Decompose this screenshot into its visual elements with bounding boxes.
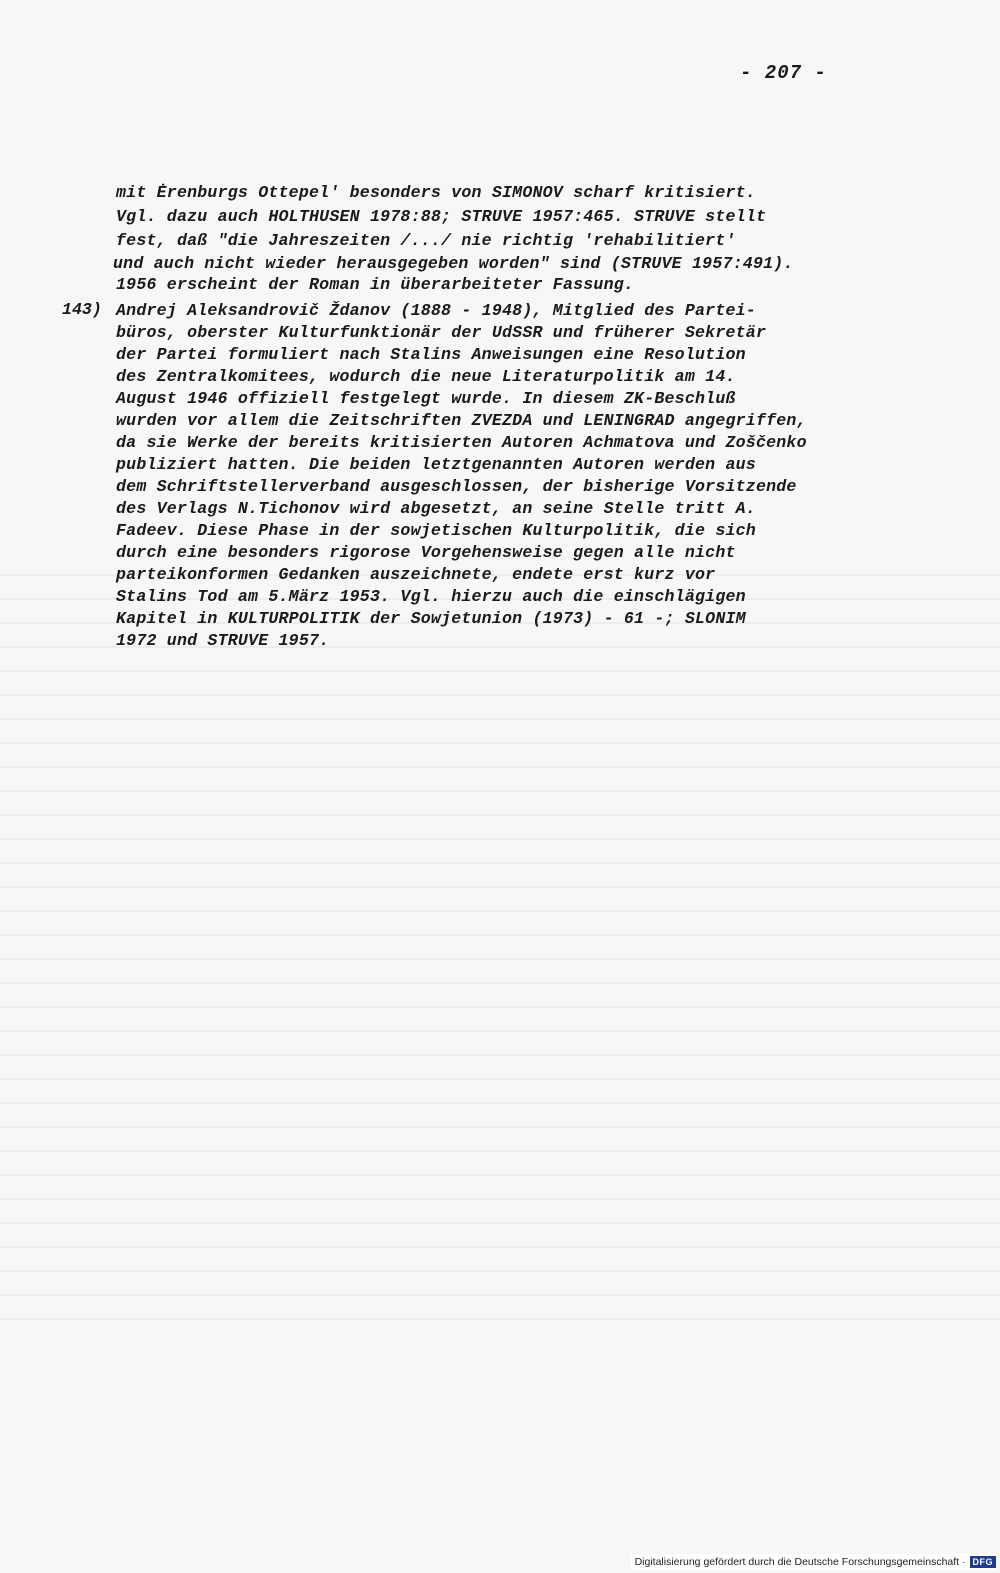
dfg-logo: DFG — [970, 1556, 997, 1568]
text-line: Vgl. dazu auch HOLTHUSEN 1978:88; STRUVE 1957:465. STRUVE stellt — [116, 207, 767, 226]
text-line: wurden vor allem die Zeitschriften ZVEZDA und LENINGRAD angegriffen, — [116, 411, 807, 430]
text-line: und auch nicht wieder herausgegeben worden" sind (STRUVE 1957:491). — [113, 254, 794, 273]
text-line: durch eine besonders rigorose Vorgehensweise gegen alle nicht — [116, 543, 736, 562]
text-line: August 1946 offiziell festgelegt wurde. In diesem ZK-Beschluß — [116, 389, 736, 408]
text-line: der Partei formuliert nach Stalins Anweisungen eine Resolution — [116, 345, 746, 364]
text-line: Kapitel in KULTURPOLITIK der Sowjetunion (1973) - 61 -; SLONIM — [116, 609, 746, 628]
page-number: - 207 - — [740, 62, 827, 84]
bleed-through-texture — [0, 560, 1000, 1320]
text-line: 1956 erscheint der Roman in überarbeiteter Fassung. — [116, 275, 635, 294]
footer-text: Digitalisierung gefördert durch die Deutsche Forschungsgemeinschaft · — [634, 1556, 966, 1568]
text-line: mit Ėrenburgs Ottepel' besonders von SIMONOV scharf kritisiert. — [116, 183, 756, 202]
text-line: da sie Werke der bereits kritisierten Autoren Achmatova und Zoščenko — [116, 433, 807, 452]
text-line: Fadeev. Diese Phase in der sowjetischen Kulturpolitik, die sich — [116, 521, 756, 540]
text-line: Stalins Tod am 5.März 1953. Vgl. hierzu auch die einschlägigen — [116, 587, 746, 606]
text-line: des Verlags N.Tichonov wird abgesetzt, an seine Stelle tritt A. — [116, 499, 756, 518]
text-line: büros, oberster Kulturfunktionär der UdSSR und früherer Sekretär — [116, 323, 767, 342]
text-line: 1972 und STRUVE 1957. — [116, 631, 330, 650]
footnote-number: 143) — [62, 300, 102, 319]
text-line: des Zentralkomitees, wodurch die neue Literaturpolitik am 14. — [116, 367, 736, 386]
text-line: parteikonformen Gedanken auszeichnete, endete erst kurz vor — [116, 565, 716, 584]
digitization-footer — [631, 1554, 996, 1570]
text-line: Andrej Aleksandrovič Ždanov (1888 - 1948), Mitglied des Partei- — [116, 301, 756, 320]
text-line: dem Schriftstellerverband ausgeschlossen, der bisherige Vorsitzende — [116, 477, 797, 496]
text-line: fest, daß "die Jahreszeiten /.../ nie richtig 'rehabilitiert' — [116, 231, 736, 250]
text-line: publiziert hatten. Die beiden letztgenannten Autoren werden aus — [116, 455, 756, 474]
